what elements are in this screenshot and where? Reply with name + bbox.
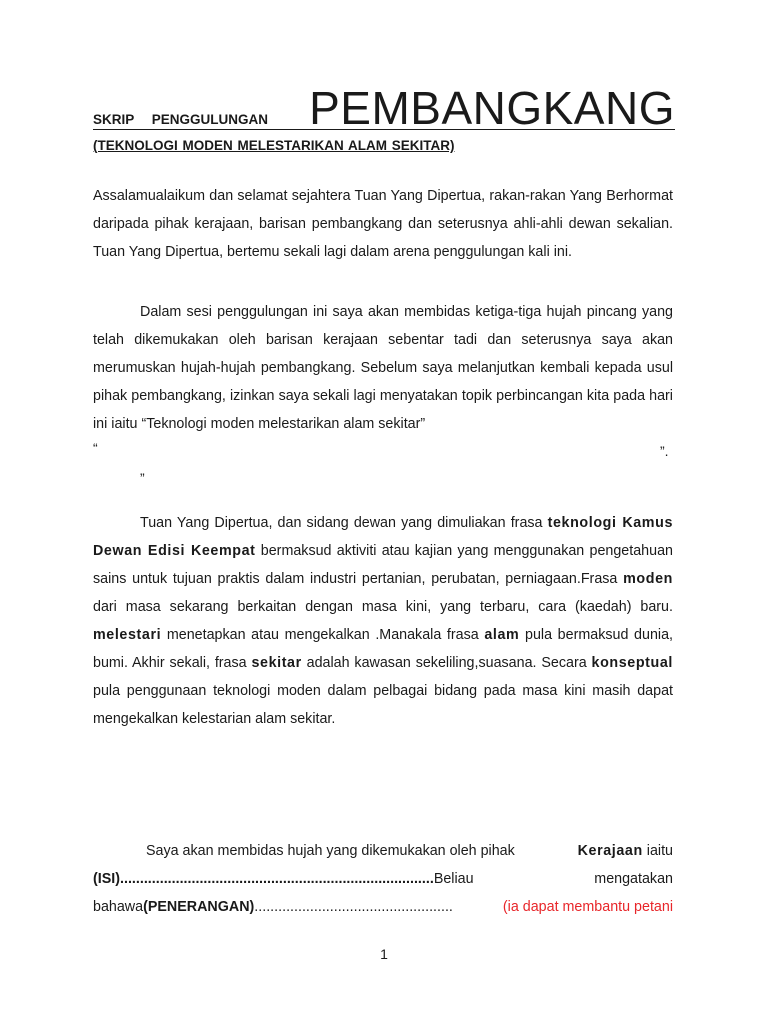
intro-paragraph-1: Assalamualaikum dan selamat sejahtera Tuan Yang Dipertua, rakan-rakan Yang Berhormat daripada pihak kerajaan, barisan pembangkang dan seterusnya ahli-ahli dewan sekalian. Tuan Yang Dipertua, bertemu sekali lagi dalam arena penggulungan kali ini. [93, 188, 673, 260]
term-kerajaan: Kerajaan [577, 843, 643, 859]
term-teknologi: teknologi Kamus Dewan Edisi Keempat [93, 515, 673, 559]
rebuttal-party [578, 843, 673, 859]
quote-open: “ [93, 440, 98, 456]
definition-text-7: pula penggunaan teknologi moden dalam pelbagai bidang pada masa kini masih dapat mengekalkan kelestarian alam sekitar. [93, 683, 673, 727]
definition-text-5: pula bermaksud dunia, bumi. Akhir sekali, frasa [93, 627, 673, 671]
definition-text-3: dari masa sekarang berkaitan dengan masa kini, yang terbaru, cara (kaedah) baru. [93, 599, 673, 615]
beliau-text: Beliau [433, 871, 474, 887]
definition-text-1: Tuan Yang Dipertua, dan sidang dewan yang dimuliakan frasa [140, 515, 548, 531]
rebuttal-text-1 [93, 843, 515, 859]
title-row [93, 82, 675, 134]
rebuttal-line-2 [93, 871, 673, 887]
intro-paragraph-2: Dalam sesi penggulungan ini saya akan membidas ketiga-tiga hujah pincang yang telah dikemukakan oleh barisan kerajaan sebentar tadi dan seterusnya saya akan merumuskan hujah-hujah pembangkang. Sebelum saya melanjutkan kembali kepada usul pihak pembangkang, izinkan saya sekali lagi menyatakan topik perbincangan kita pada hari ini iaitu “Teknologi moden melestarikan alam sekitar” [93, 304, 673, 432]
term-sekitar: sekitar [251, 655, 302, 671]
bahawa-text: bahawa [93, 899, 144, 915]
term-konseptual: konseptual [591, 655, 673, 671]
subtitle: (TEKNOLOGI MODEN MELESTARIKAN ALAM SEKITAR) [93, 138, 455, 153]
term-melestari: melestari [93, 627, 162, 643]
penerangan-dots: .................................................. [254, 899, 453, 915]
title-main: PEMBANGKANG [309, 82, 675, 134]
isi-placeholder: (ISI)............................................................................... [93, 871, 434, 887]
definition-text-2: bermaksud aktiviti atau kajian yang menggunakan pengetahuan sains untuk tujuan praktis dalam industri pertanian, perubatan, perniagaan.Frasa [93, 543, 673, 587]
page-number: 1 [380, 946, 388, 962]
quote-close: ”. [660, 443, 669, 459]
quote-lone: ” [140, 470, 145, 486]
definition-paragraph [93, 509, 673, 733]
rebuttal-iaitu: iaitu [642, 843, 673, 859]
rebuttal-lead: Saya akan membidas hujah yang dikemukakan oleh pihak [146, 843, 515, 859]
term-moden: moden [623, 571, 673, 587]
rebuttal-line-1 [93, 843, 673, 859]
definition-text-6: adalah kawasan sekeliling,suasana. Secara [301, 655, 592, 671]
isi-block [93, 871, 474, 887]
red-note: (ia dapat membantu petani [502, 899, 673, 915]
definition-text-4: menetapkan atau mengekalkan .Manakala frasa [161, 627, 485, 643]
penerangan-placeholder: (PENERANGAN) [143, 899, 255, 915]
term-alam: alam [484, 627, 520, 643]
title-prefix: SKRIP PENGGULUNGAN [93, 112, 269, 127]
rebuttal-line-3 [93, 899, 673, 915]
mengatakan-text: mengatakan [594, 871, 673, 887]
